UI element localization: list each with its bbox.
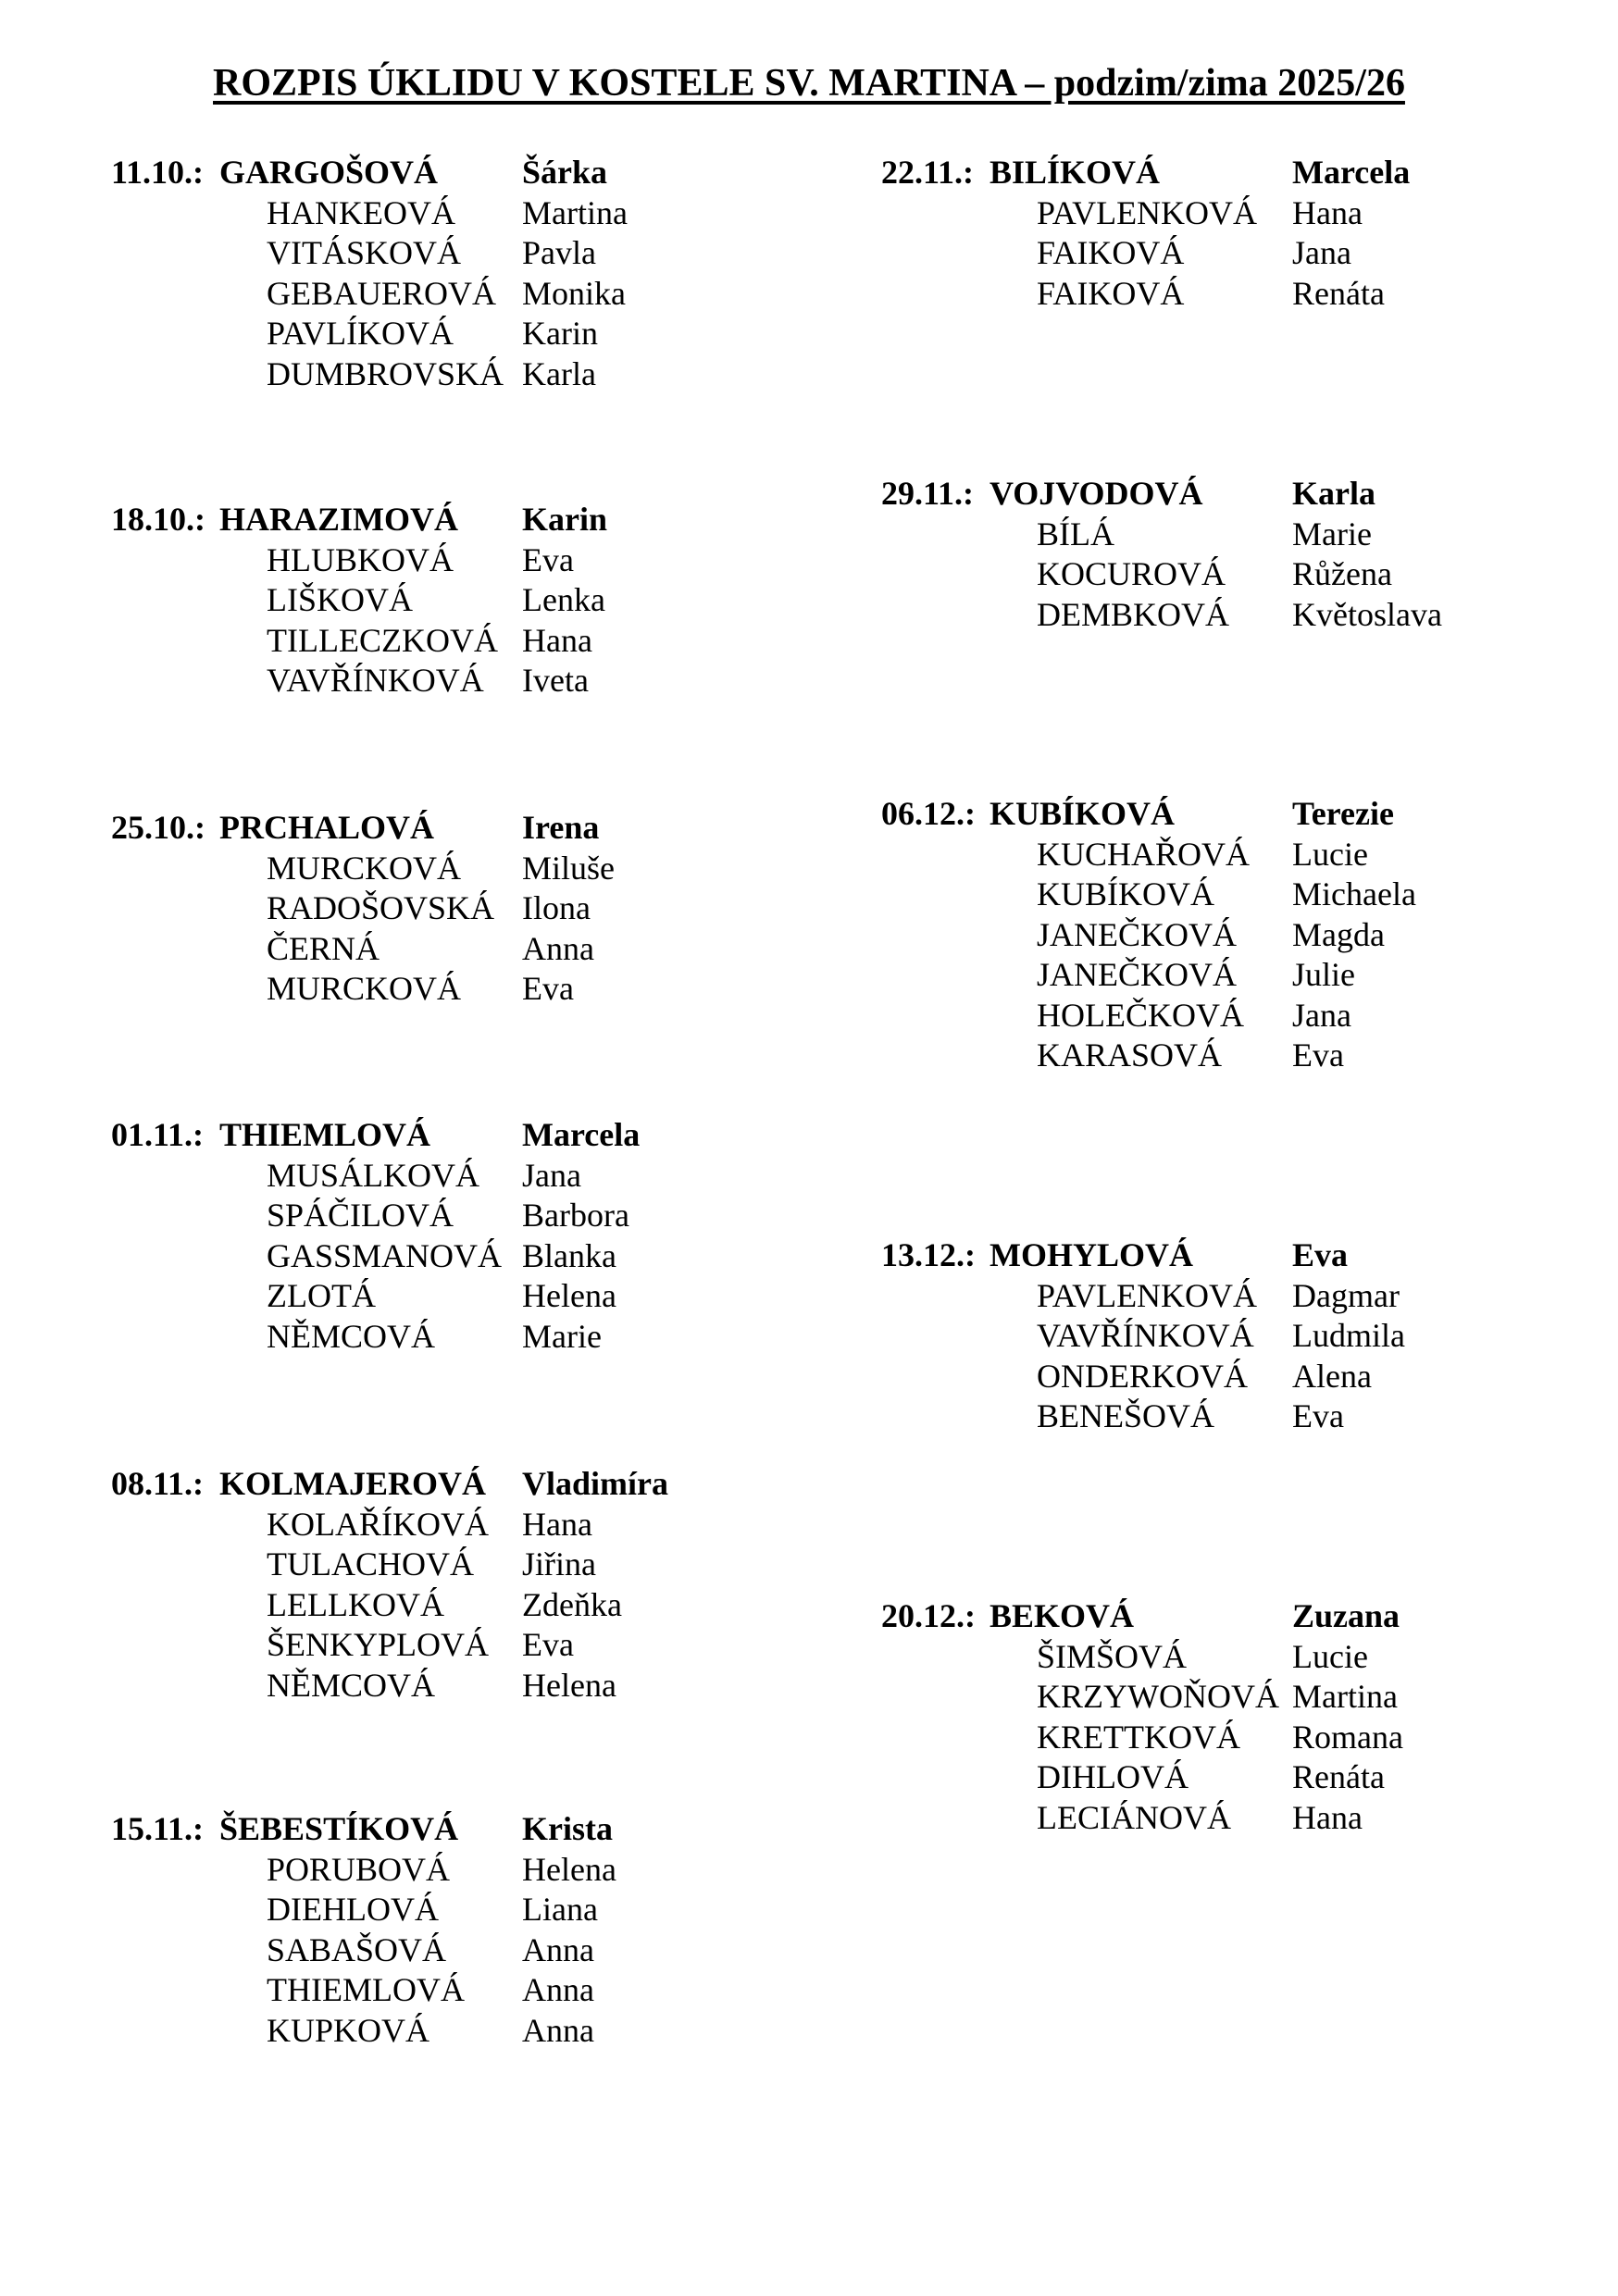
member-first-name: Helena xyxy=(522,1666,616,1704)
member-surname: VAVŘÍNKOVÁ xyxy=(267,662,484,699)
leader-first-name: Krista xyxy=(522,1810,613,1847)
leader-first-name: Vladimíra xyxy=(522,1465,668,1502)
leader-surname: BEKOVÁ xyxy=(989,1597,1135,1634)
member-surname: HOLEČKOVÁ xyxy=(1037,996,1244,1034)
date: 11.10.: xyxy=(111,154,205,191)
member-first-name: Julie xyxy=(1292,956,1355,993)
member-first-name: Renáta xyxy=(1292,1758,1385,1795)
member-first-name: Marie xyxy=(1292,515,1372,552)
member-first-name: Liana xyxy=(522,1891,598,1928)
member-first-name: Renáta xyxy=(1292,274,1385,312)
member-surname: ŠENKYPLOVÁ xyxy=(267,1626,490,1663)
member-first-name: Alena xyxy=(1292,1357,1372,1395)
member-surname: LECIÁNOVÁ xyxy=(1037,1798,1231,1836)
leader-first-name: Eva xyxy=(1292,1236,1349,1273)
leader-first-name: Karla xyxy=(1292,475,1375,512)
member-surname: SABAŠOVÁ xyxy=(267,1930,447,1968)
member-surname: ONDERKOVÁ xyxy=(1037,1357,1248,1395)
leader-surname: PRCHALOVÁ xyxy=(219,809,434,846)
member-surname: DIHLOVÁ xyxy=(1037,1758,1189,1795)
member-surname: KUCHAŘOVÁ xyxy=(1037,835,1251,873)
member-first-name: Eva xyxy=(522,1626,574,1663)
member-first-name: Michaela xyxy=(1292,875,1416,912)
member-surname: VITÁSKOVÁ xyxy=(267,234,461,271)
member-first-name: Anna xyxy=(522,1971,594,2008)
date: 29.11.: xyxy=(881,475,975,512)
member-first-name: Hana xyxy=(522,621,592,659)
member-first-name: Květoslava xyxy=(1292,595,1442,633)
member-surname: PORUBOVÁ xyxy=(267,1850,451,1888)
member-surname: MUSÁLKOVÁ xyxy=(267,1156,480,1194)
member-surname: JANEČKOVÁ xyxy=(1037,956,1237,993)
member-first-name: Hana xyxy=(1292,1798,1363,1836)
member-first-name: Magda xyxy=(1292,915,1385,953)
leader-first-name: Marcela xyxy=(1292,154,1411,191)
member-first-name: Barbora xyxy=(522,1197,629,1234)
member-surname: PAVLENKOVÁ xyxy=(1037,1276,1258,1314)
member-first-name: Eva xyxy=(1292,1036,1344,1074)
member-surname: ZLOTÁ xyxy=(267,1277,376,1314)
member-surname: ČERNÁ xyxy=(267,929,380,967)
member-surname: THIEMLOVÁ xyxy=(267,1971,465,2008)
member-first-name: Martina xyxy=(1292,1678,1398,1715)
member-surname: GASSMANOVÁ xyxy=(267,1236,503,1274)
member-first-name: Anna xyxy=(522,2011,594,2049)
member-surname: FAIKOVÁ xyxy=(1037,234,1185,271)
leader-surname: BILÍKOVÁ xyxy=(989,154,1161,191)
member-first-name: Anna xyxy=(522,1930,594,1968)
member-surname: DIEHLOVÁ xyxy=(267,1891,439,1928)
leader-surname: HARAZIMOVÁ xyxy=(219,501,458,538)
date: 20.12.: xyxy=(881,1597,976,1634)
member-first-name: Hana xyxy=(1292,193,1363,231)
member-first-name: Dagmar xyxy=(1292,1276,1400,1314)
member-surname: MURCKOVÁ xyxy=(267,849,462,887)
member-first-name: Eva xyxy=(522,540,574,578)
member-surname: SPÁČILOVÁ xyxy=(267,1197,454,1234)
member-surname: BÍLÁ xyxy=(1037,515,1114,552)
member-first-name: Romana xyxy=(1292,1718,1403,1756)
member-first-name: Jana xyxy=(1292,234,1351,271)
member-first-name: Miluše xyxy=(522,849,616,887)
leader-surname: ŠEBESTÍKOVÁ xyxy=(219,1810,459,1847)
member-first-name: Jana xyxy=(1292,996,1351,1034)
leader-surname: GARGOŠOVÁ xyxy=(219,154,439,191)
member-surname: KOLAŘÍKOVÁ xyxy=(267,1505,489,1543)
member-surname: BENEŠOVÁ xyxy=(1037,1397,1215,1434)
member-surname: JANEČKOVÁ xyxy=(1037,915,1237,953)
leader-first-name: Irena xyxy=(522,809,600,846)
member-first-name: Monika xyxy=(522,274,626,312)
member-first-name: Růžena xyxy=(1292,555,1392,592)
member-surname: FAIKOVÁ xyxy=(1037,274,1185,312)
member-surname: LELLKOVÁ xyxy=(267,1585,444,1623)
member-surname: PAVLENKOVÁ xyxy=(1037,193,1258,231)
member-first-name: Helena xyxy=(522,1850,616,1888)
member-first-name: Martina xyxy=(522,193,628,231)
member-surname: HLUBKOVÁ xyxy=(267,540,454,578)
member-surname: NĚMCOVÁ xyxy=(267,1666,436,1704)
leader-surname: KUBÍKOVÁ xyxy=(989,795,1176,832)
member-surname: GEBAUEROVÁ xyxy=(267,274,496,312)
member-surname: DEMBKOVÁ xyxy=(1037,595,1230,633)
date: 22.11.: xyxy=(881,154,975,191)
leader-surname: VOJVODOVÁ xyxy=(989,475,1203,512)
date: 18.10.: xyxy=(111,501,205,538)
member-first-name: Helena xyxy=(522,1277,616,1314)
member-surname: TULACHOVÁ xyxy=(267,1545,474,1582)
member-first-name: Iveta xyxy=(522,662,589,699)
member-first-name: Ilona xyxy=(522,889,591,926)
member-first-name: Zdeňka xyxy=(522,1585,622,1623)
member-surname: PAVLÍKOVÁ xyxy=(267,315,454,352)
member-surname: KRZYWOŇOVÁ xyxy=(1037,1678,1279,1715)
member-surname: TILLECZKOVÁ xyxy=(267,621,498,659)
date: 15.11.: xyxy=(111,1810,205,1847)
member-first-name: Karla xyxy=(522,354,596,392)
leader-first-name: Marcela xyxy=(522,1116,641,1153)
date: 25.10.: xyxy=(111,809,205,846)
member-surname: RADOŠOVSKÁ xyxy=(267,889,495,926)
member-surname: NĚMCOVÁ xyxy=(267,1317,436,1355)
member-surname: LIŠKOVÁ xyxy=(267,581,413,618)
member-surname: KUBÍKOVÁ xyxy=(1037,875,1214,912)
leader-first-name: Karin xyxy=(522,501,608,538)
leader-surname: THIEMLOVÁ xyxy=(219,1116,431,1153)
leader-surname: KOLMAJEROVÁ xyxy=(219,1465,486,1502)
member-first-name: Eva xyxy=(522,970,574,1007)
member-first-name: Marie xyxy=(522,1317,602,1355)
leader-surname: MOHYLOVÁ xyxy=(989,1236,1193,1273)
member-surname: KUPKOVÁ xyxy=(267,2011,430,2049)
member-first-name: Blanka xyxy=(522,1236,616,1274)
member-first-name: Pavla xyxy=(522,234,596,271)
member-first-name: Eva xyxy=(1292,1397,1344,1434)
page-title xyxy=(0,59,1618,107)
member-surname: KRETTKOVÁ xyxy=(1037,1718,1240,1756)
date: 13.12.: xyxy=(881,1236,976,1273)
member-first-name: Karin xyxy=(522,315,598,352)
member-first-name: Lucie xyxy=(1292,1637,1368,1675)
member-surname: HANKEOVÁ xyxy=(267,193,455,231)
member-first-name: Jana xyxy=(522,1156,581,1194)
member-surname: VAVŘÍNKOVÁ xyxy=(1037,1317,1254,1354)
member-surname: KOCUROVÁ xyxy=(1037,555,1226,592)
member-surname: DUMBROVSKÁ xyxy=(267,354,504,392)
date: 06.12.: xyxy=(881,795,976,832)
member-surname: MURCKOVÁ xyxy=(267,970,462,1007)
member-surname: KARASOVÁ xyxy=(1037,1036,1223,1074)
member-first-name: Ludmila xyxy=(1292,1317,1405,1354)
leader-first-name: Šárka xyxy=(522,154,608,191)
member-first-name: Lucie xyxy=(1292,835,1368,873)
member-first-name: Hana xyxy=(522,1505,592,1543)
page-title-text: ROZPIS ÚKLIDU V KOSTELE SV. MARTINA – podzim/zima 2025/26 xyxy=(213,62,1405,105)
member-first-name: Jiřina xyxy=(522,1545,596,1582)
member-first-name: Anna xyxy=(522,929,594,967)
date: 01.11.: xyxy=(111,1116,205,1153)
date: 08.11.: xyxy=(111,1465,205,1502)
member-first-name: Lenka xyxy=(522,581,605,618)
leader-first-name: Zuzana xyxy=(1292,1597,1400,1634)
member-surname: ŠIMŠOVÁ xyxy=(1037,1637,1188,1675)
leader-first-name: Terezie xyxy=(1292,795,1394,832)
